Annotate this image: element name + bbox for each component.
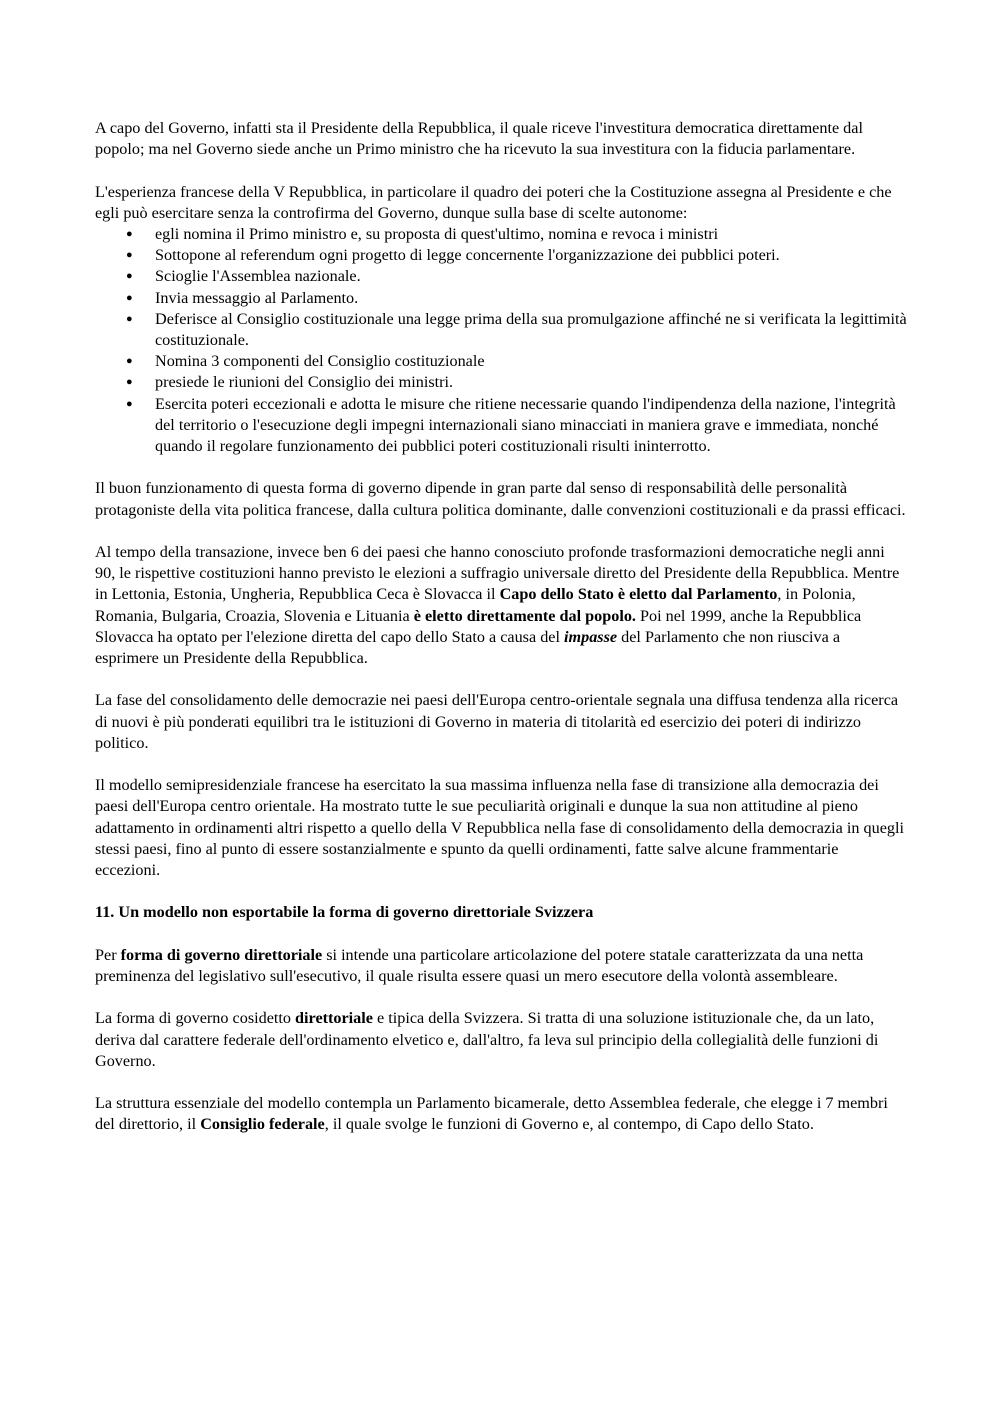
list-item: ● presiede le riunioni del Consiglio dei ministri. (95, 372, 907, 393)
document-page (95, 118, 907, 1157)
bold-consiglio-federale: Consiglio federale (200, 1115, 325, 1134)
poteri-presidente-list (95, 224, 907, 457)
list-item: ● Sottopone al referendum ogni progetto di legge concernente l'organizzazione dei pubblici poteri. (95, 245, 907, 266)
list-item: ● Nomina 3 componenti del Consiglio costituzionale (95, 351, 907, 372)
paragraph-svizzera: La forma di governo cosidetto direttoriale e tipica della Svizzera. Si tratta di una soluzione istituzionale che, da un lato, deriva dal carattere federale dell'ordinamento elvetico e, dall'altro, fa leva sul principio della collegialità delle funzioni di Governo. (95, 1009, 879, 1070)
list-item: ● Esercita poteri eccezionali e adotta le misure che ritiene necessarie quando l'indipendenza della nazione, l'integrità del territorio o l'esecuzione degli impegni internazionali siano minacciati in maniera grave e immediata, nonché quando il regolare funzionamento dei pubblici poteri costituzionali risulti ininterrotto. (126, 394, 896, 456)
bold-direttoriale: direttoriale (295, 1009, 373, 1028)
bold-capo-stato: Capo dello Stato è eletto dal Parlamento (499, 585, 778, 604)
bullet-icon: ● (126, 397, 133, 410)
bullet-icon: ● (126, 312, 133, 325)
bullet-icon: ● (126, 355, 133, 368)
paragraph-esperienza-francese: L'esperienza francese della V Repubblica, in particolare il quadro dei poteri che la Costituzione assegna al Presidente e che egli può esercitare senza la controfirma del Governo, dunque sulla base di scelte autonome: (95, 182, 892, 222)
paragraph-definizione-direttoriale: Per forma di governo direttoriale si intende una particolare articolazione del potere statale caratterizzata da una netta preminenza del legislativo sull'esecutivo, il quale risulta essere quasi un mero esecutore della volontà assembleare. (95, 945, 864, 986)
bullet-icon: ● (126, 249, 133, 262)
list-item: ● egli nomina il Primo ministro e, su proposta di quest'ultimo, nomina e revoca i ministri (95, 224, 907, 245)
bold-forma-governo: forma di governo direttoriale (120, 945, 323, 964)
paragraph-presidente-governo: A capo del Governo, infatti sta il Presidente della Repubblica, il quale riceve l'investitura democratica direttamente dal popolo; ma nel Governo siede anche un Primo ministro che ha ricevuto la sua investitura con la fiducia parlamentare. (95, 119, 863, 159)
section-heading: 11. Un modello non esportabile la forma di governo direttoriale Svizzera (95, 903, 594, 922)
list-item: ● Deferisce al Consiglio costituzionale una legge prima della sua promulgazione affinché ne si verificata la legittimità costituzionale. (126, 309, 907, 350)
bullet-icon: ● (126, 228, 133, 240)
list-item: ● Scioglie l'Assemblea nazionale. (95, 266, 907, 287)
paragraph-transizione: Al tempo della transazione, invece ben 6 dei paesi che hanno conosciuto profonde trasformazioni democratiche negli anni 90, le rispettive costituzioni hanno previsto le elezioni a suffragio universale diretto del Presidente della Repubblica. Mentre in Lettonia, Estonia, Ungheria, Repubblica Ceca è Slovacca il Capo dello Stato è eletto dal Parlamento, in Polonia, Romania, Bulgaria, Croazia, Slovenia e Lituania è eletto direttamente dal popolo. Poi nel 1999, anche la Repubblica Slovacca ha optato per l'elezione diretta del capo dello Stato a causa del impasse del Parlamento che non riusciva a esprimere un Presidente della Repubblica. (95, 543, 900, 668)
bullet-icon: ● (126, 270, 133, 283)
paragraph-modello-semipresidenziale: Il modello semipresidenziale francese ha esercitato la sua massima influenza nella fase di transizione alla democrazia dei paesi dell'Europa centro orientale. Ha mostrato tutte le sue peculiarità originali e dunque la sua non attitudine al pieno adattamento in ordinamenti altri rispetto a quello della V Repubblica nella fase di consolidamento della democrazia in quegli stessi paesi, fino al punto di essere sostanzialmente e spunto da quelli ordinamenti, fatte salve alcune frammentarie eccezioni. (95, 776, 904, 880)
paragraph-buon-funzionamento: Il buon funzionamento di questa forma di governo dipende in gran parte dal senso di responsabilità delle personalità protagoniste della vita politica francese, dalla cultura politica dominante, dalle convenzioni costituzionali e da prassi efficaci. (95, 479, 906, 519)
paragraph-struttura-modello: La struttura essenziale del modello contempla un Parlamento bicamerale, detto Assemblea federale, che elegge i 7 membri del direttorio, il Consiglio federale, il quale svolge le funzioni di Governo e, al contempo, di Capo dello Stato. (95, 1094, 888, 1134)
list-item: ● Invia messaggio al Parlamento. (95, 288, 907, 309)
bold-eletto-popolo: è eletto direttamente dal popolo. (413, 606, 636, 625)
bold-italic-impasse: impasse (564, 627, 618, 646)
paragraph-consolidamento: La fase del consolidamento delle democrazie nei paesi dell'Europa centro-orientale segnala una diffusa tendenza alla ricerca di nuovi è più ponderati equilibri tra le istituzioni di Governo in materia di titolarità ed esercizio dei poteri di indirizzo politico. (95, 691, 899, 752)
bullet-icon: ● (126, 291, 133, 304)
bullet-icon: ● (126, 376, 133, 389)
